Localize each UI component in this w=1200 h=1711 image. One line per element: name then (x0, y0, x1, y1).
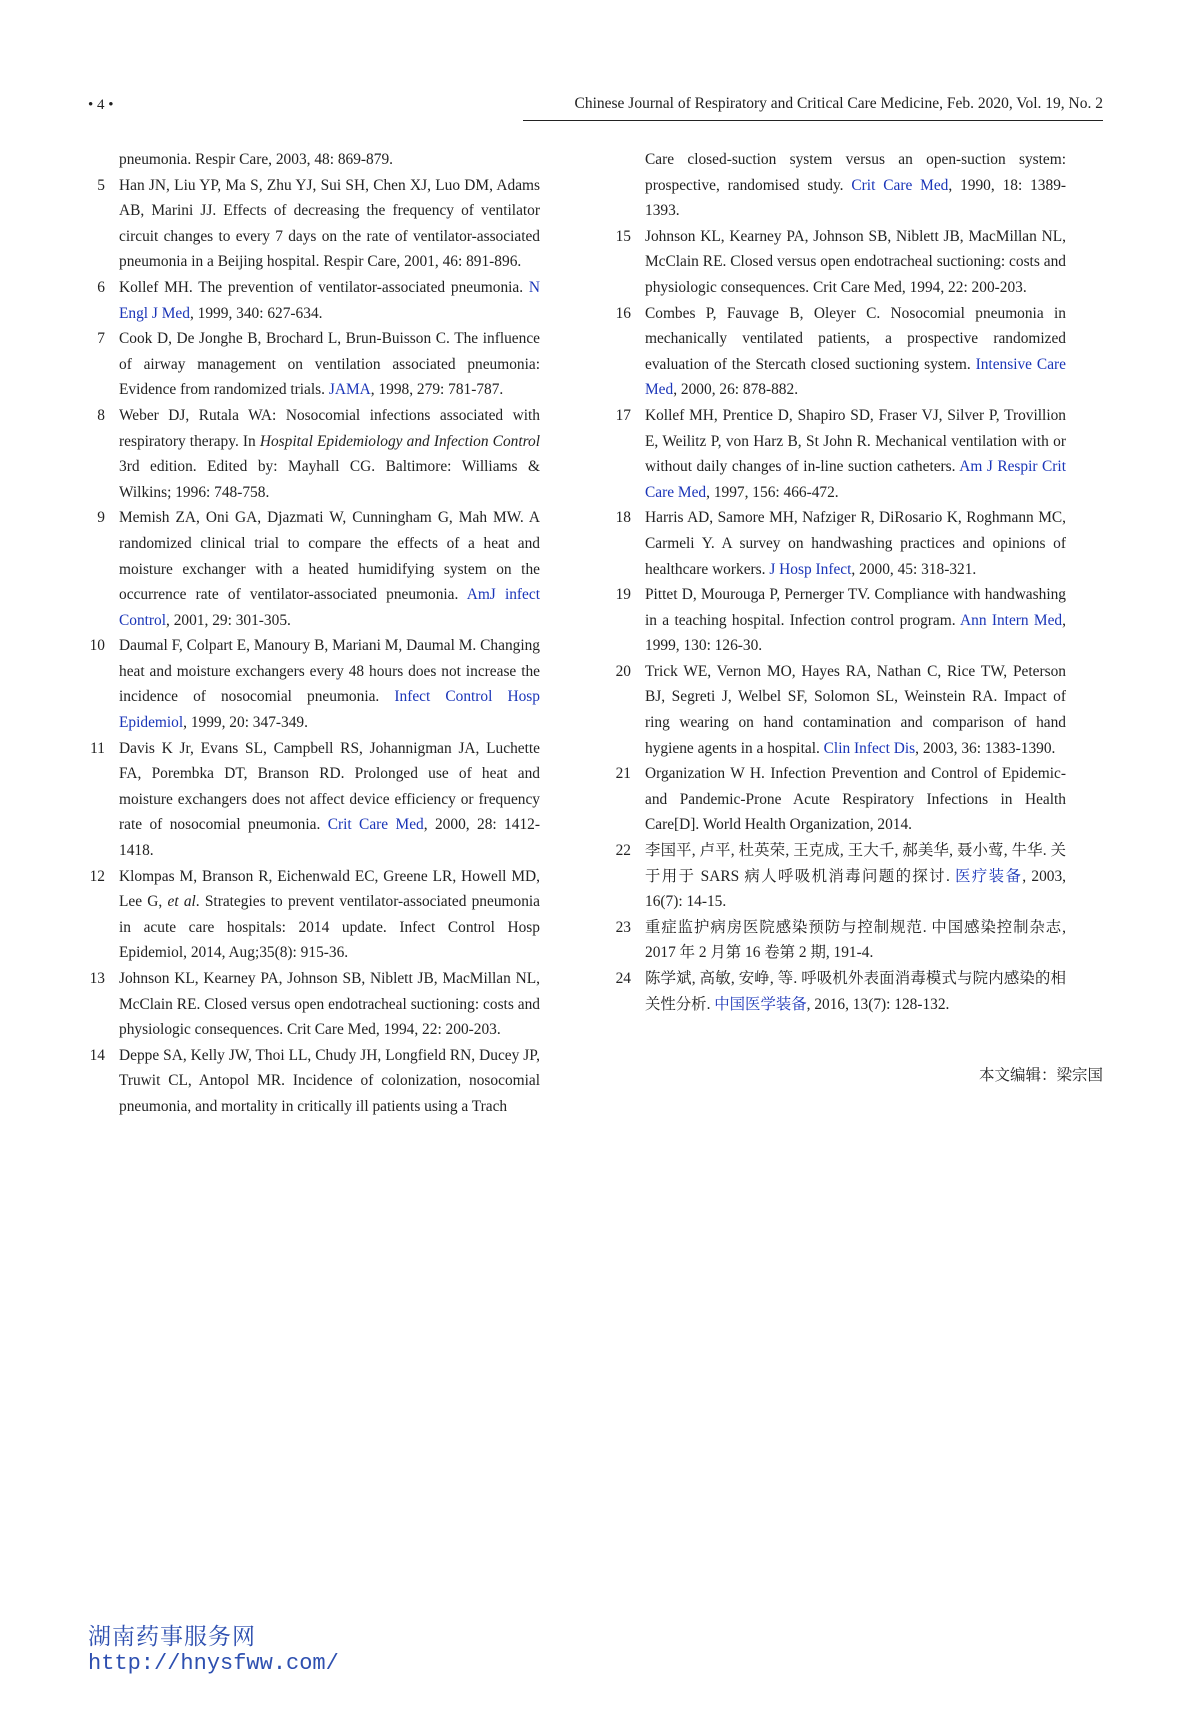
header-rule (523, 120, 1103, 121)
reference-text: Deppe SA, Kelly JW, Thoi LL, Chudy JH, Longfield RN, Ducey JP, Truwit CL, Antopol MR. Incidence of colonization, nosocomial pneumonia, and mortality in critically ill patients using a Trach (119, 1046, 540, 1115)
reference-text: , 1999, 20: 347-349. (183, 714, 308, 732)
reference-item (614, 838, 1066, 915)
journal-link[interactable]: Crit Care Med (851, 176, 949, 194)
reference-item (88, 864, 540, 966)
journal-link[interactable]: Infect Control Hosp Epidemiol (119, 688, 540, 732)
reference-item (614, 147, 1066, 224)
reference-text: Klompas M, Branson R, Eichenwald EC, Greene LR, Howell MD, Lee G, (119, 867, 540, 911)
watermark-name: 湖南药事服务网 (88, 1624, 256, 1650)
reference-text: Kollef MH. The prevention of ventilator-associated pneumonia. (119, 278, 529, 296)
reference-item (614, 966, 1066, 1017)
reference-item (614, 915, 1066, 966)
reference-text: , 2003, 36: 1383-1390. (915, 739, 1056, 757)
journal-link[interactable]: Intensive Care Med (645, 355, 1066, 399)
journal-link[interactable]: Clin Infect Dis (823, 739, 916, 757)
reference-text: Organization W H. Infection Prevention and Control of Epidemic-and Pandemic-Prone Acute Respiratory Infections in Health Care[D]. World Health Organization, 2014. (645, 765, 1066, 834)
reference-number: 15 (615, 227, 631, 245)
reference-text: Combes P, Fauvage B, Oleyer C. Nosocomial pneumonia in mechanically ventilated patients, a prospective randomized evaluation of the Stercath closed suctioning system. (645, 304, 1066, 373)
reference-number: 24 (615, 970, 631, 987)
reference-text: Cook D, De Jonghe B, Brochard L, Brun-Buisson C. The influence of airway management on ventilation associated pneumonia: Evidence from randomized trials. (119, 330, 540, 399)
reference-text: , 1998, 279: 781-787. (370, 381, 504, 399)
reference-item (88, 736, 540, 864)
watermark (88, 1618, 339, 1676)
reference-text: Han JN, Liu YP, Ma S, Zhu YJ, Sui SH, Chen XJ, Luo DM, Adams AB, Marini JJ. Effects of decreasing the frequency of ventilator circuit changes to every 7 days on the rate of ventilator-associated pneumonia in a Beijing hospital. Respir Care, 2001, 46: 891-896. (119, 176, 540, 271)
reference-item (614, 403, 1066, 505)
reference-item (614, 224, 1066, 301)
reference-number: 9 (97, 509, 105, 527)
reference-number: 19 (615, 586, 631, 604)
reference-item (614, 761, 1066, 838)
watermark-url[interactable]: http://hnysfww.com/ (88, 1651, 339, 1676)
reference-text: Harris AD, Samore MH, Nafziger R, DiRosario K, Roghmann MC, Carmeli Y. A survey on handwashing practices and opinions of healthcare workers. (645, 509, 1066, 578)
reference-text: 重症监护病房医院感染预防与控制规范. 中国感染控制杂志, 2017 年 2 月第 16 卷第 2 期, 191-4. (645, 918, 1066, 962)
journal-link[interactable]: 中国医学装备 (714, 995, 807, 1013)
reference-item (88, 173, 540, 275)
reference-text: , 2000, 28: 1412-1418. (119, 816, 541, 860)
reference-text: Care closed-suction system versus an open-suction system: prospective, randomised study. (645, 151, 1066, 194)
reference-number: 14 (89, 1046, 105, 1064)
reference-number: 16 (615, 304, 631, 322)
reference-text: pneumonia. Respir Care, 2003, 48: 869-879. (119, 151, 393, 168)
running-head: Chinese Journal of Respiratory and Critical Care Medicine, Feb. 2020, Vol. 19, No. 2 (574, 95, 1103, 112)
reference-text: 3rd edition. Edited by: Mayhall CG. Baltimore: Williams & Wilkins; 1996: 748-758. (119, 458, 540, 501)
italic-text: Hospital Epidemiology and Infection Control (259, 432, 540, 450)
reference-text: Johnson KL, Kearney PA, Johnson SB, Niblett JB, MacMillan NL, McClain RE. Closed versus open endotracheal suctioning: costs and physiologic consequences. Crit Care Med, 1994, 22: 200-203. (119, 970, 540, 1039)
reference-number: 7 (97, 330, 105, 348)
reference-text: Weber DJ, Rutala WA: Nosocomial infections associated with respiratory therapy. In (119, 406, 540, 450)
reference-item (88, 326, 540, 403)
italic-text: et al (167, 893, 196, 911)
reference-number: 17 (615, 406, 631, 424)
reference-number: 12 (89, 867, 105, 885)
journal-link[interactable]: Am J Respir Crit Care Med (645, 458, 1066, 501)
reference-text: , 2000, 26: 878-882. (673, 381, 799, 399)
reference-item (88, 633, 540, 735)
reference-text: , 2003, 16(7): 14-15. (645, 867, 1066, 911)
reference-item (614, 301, 1066, 403)
journal-link[interactable]: Crit Care Med (327, 816, 424, 834)
reference-text: Pittet D, Mourouga P, Pernerger TV. Compliance with handwashing in a teaching hospital. Infection control program. (645, 586, 1066, 629)
reference-text: , 2001, 29: 301-305. (166, 611, 291, 629)
page-number: • 4 • (88, 97, 114, 113)
journal-link[interactable]: 医疗装备 (955, 867, 1023, 885)
reference-text: Johnson KL, Kearney PA, Johnson SB, Niblett JB, MacMillan NL, McClain RE. Closed versus open endotracheal suctioning: costs and physiologic consequences. Crit Care Med, 1994, 22: 200-203. (645, 227, 1066, 296)
editor-credit: 本文编辑：梁宗国 (978, 1067, 1103, 1084)
reference-text: , 2000, 45: 318-321. (851, 560, 977, 578)
journal-link[interactable]: Ann Intern Med (960, 611, 1063, 629)
journal-link[interactable]: J Hosp Infect (769, 560, 852, 578)
reference-text: , 1990, 18: 1389-1393. (645, 176, 1067, 220)
reference-number: 21 (615, 765, 631, 783)
reference-text: 陈学斌, 高敏, 安峥, 等. 呼吸机外表面消毒模式与院内感染的相关性分析. (645, 970, 1066, 1013)
reference-text: Trick WE, Vernon MO, Hayes RA, Nathan C, Rice TW, Peterson BJ, Segreti J, Welbel SF, Solomon SL, Weinstein RA. Impact of ring wearing on hand contamination and comparison of hand hygiene agents in a hospital. (645, 662, 1066, 757)
journal-link[interactable]: AmJ infect Control (119, 586, 540, 629)
reference-text: Memish ZA, Oni GA, Djazmati W, Cunningham G, Mah MW. A randomized clinical trial to compare the effects of a heat and moisture exchanger with a heated humidifying system on the occurrence rate of ventilator-associated pneumonia. (119, 509, 540, 604)
reference-text: , 1997, 156: 466-472. (706, 483, 839, 501)
reference-number: 10 (89, 637, 105, 655)
journal-link[interactable]: N Engl J Med (119, 278, 540, 322)
reference-number: 5 (97, 176, 105, 194)
reference-number: 18 (615, 509, 631, 527)
reference-item (88, 1043, 540, 1120)
reference-text: Kollef MH, Prentice D, Shapiro SD, Fraser VJ, Silver P, Trovillion E, Weilitz P, von Harz B, St John R. Mechanical ventilation with or without daily changes of in-line suction catheters. (645, 406, 1066, 476)
reference-item (88, 505, 540, 633)
references-right-column (614, 147, 1066, 1017)
reference-number: 20 (615, 662, 631, 680)
reference-item (614, 582, 1066, 659)
reference-number: 11 (90, 739, 105, 757)
reference-text: Davis K Jr, Evans SL, Campbell RS, Johannigman JA, Luchette FA, Porembka DT, Branson RD. Prolonged use of heat and moisture exchangers does not affect device efficiency or frequency rate of nosocomial pneumonia. (119, 739, 540, 834)
reference-number: 22 (615, 842, 631, 860)
reference-item (614, 659, 1066, 761)
journal-link[interactable]: JAMA (328, 381, 371, 399)
reference-number: 8 (97, 406, 105, 424)
reference-text: 李国平, 卢平, 杜英荣, 王克成, 王大千, 郝美华, 聂小莺, 牛华. 关于用于 SARS 病人呼吸机消毒问题的探讨. (645, 842, 1066, 885)
reference-text: Daumal F, Colpart E, Manoury B, Mariani M, Daumal M. Changing heat and moisture exchangers every 48 hours does not increase the incidence of nosocomial pneumonia. (119, 637, 540, 706)
references-left-column (88, 147, 540, 1120)
reference-item (88, 275, 540, 326)
reference-item (88, 147, 540, 173)
reference-text: , 1999, 130: 126-30. (645, 611, 1066, 655)
reference-item (614, 505, 1066, 582)
reference-number: 13 (89, 970, 105, 987)
reference-item (88, 403, 540, 505)
reference-number: 23 (615, 918, 631, 936)
reference-number: 6 (97, 278, 105, 296)
reference-text: , 2016, 13(7): 128-132. (806, 995, 950, 1013)
reference-text: . Strategies to prevent ventilator-associated pneumonia in acute care hospitals: 2014 update. Infect Control Hosp Epidemiol, 2014, Aug;35(8): 915-36. (119, 893, 540, 962)
reference-text: , 1999, 340: 627-634. (189, 304, 323, 322)
reference-item (88, 966, 540, 1043)
